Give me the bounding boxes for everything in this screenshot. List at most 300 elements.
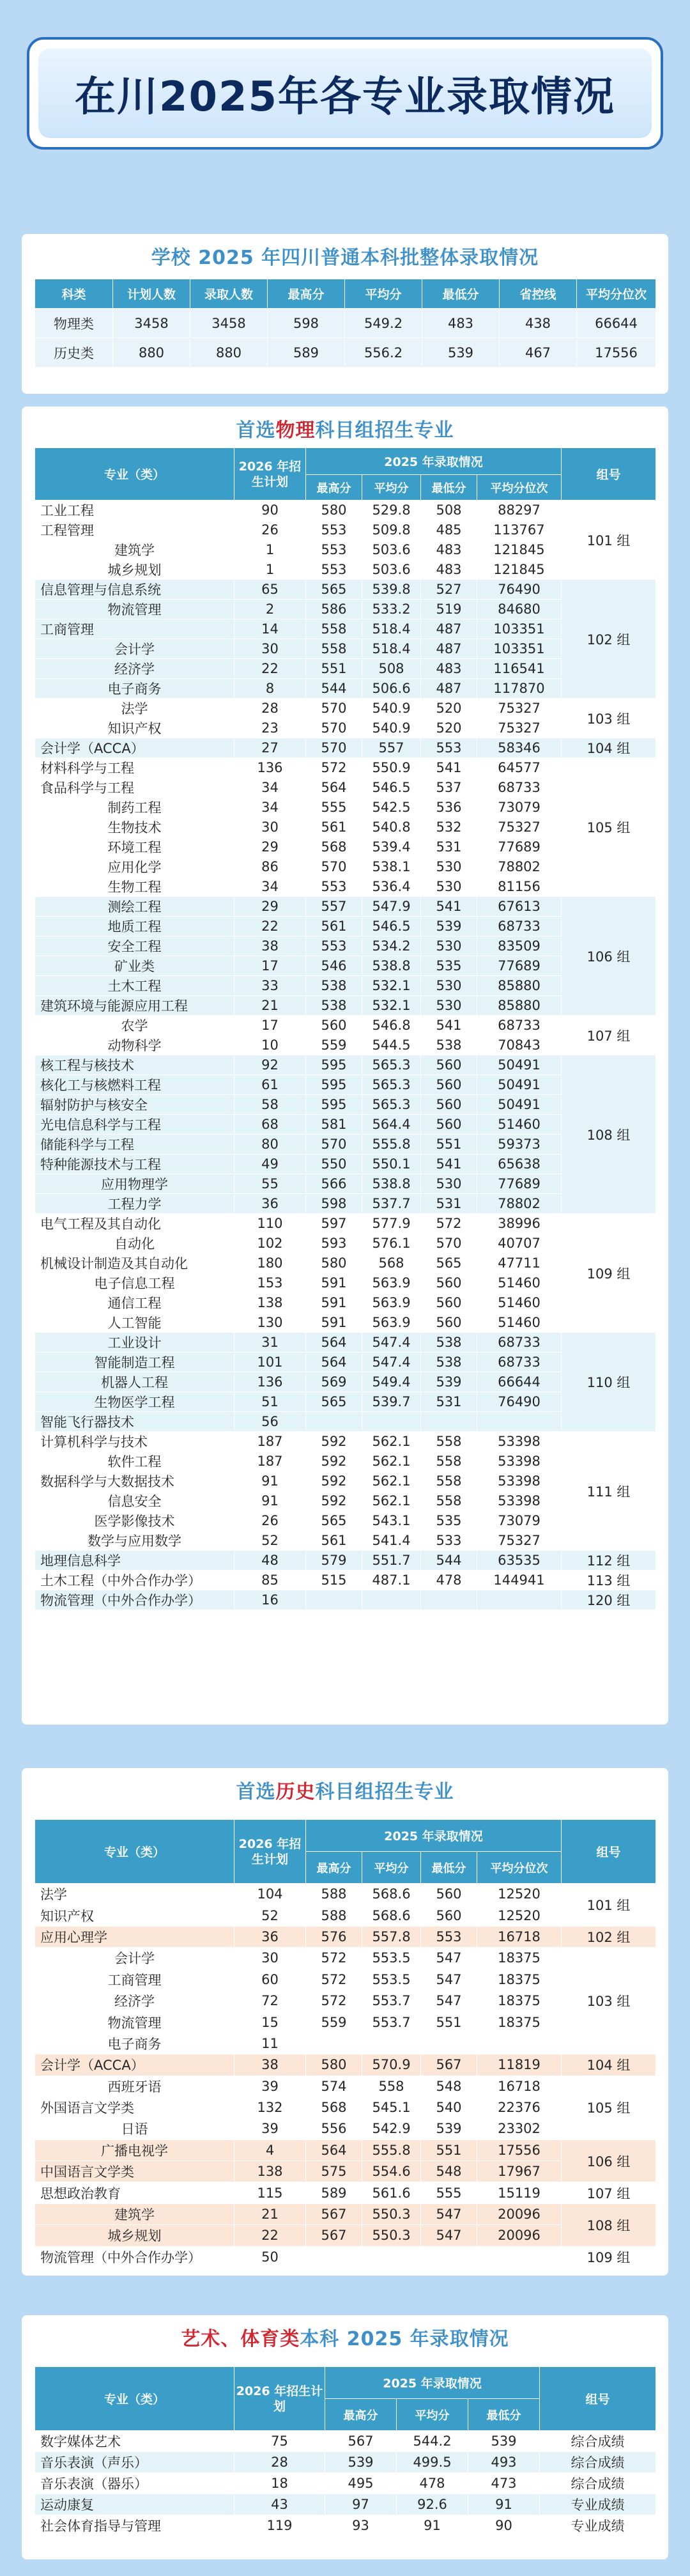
physics-value-cell: 75327 xyxy=(477,818,562,837)
physics-value-cell: 117870 xyxy=(477,679,562,699)
physics-value-cell: 65 xyxy=(234,580,306,600)
physics-value-cell: 73079 xyxy=(477,1511,562,1531)
physics-value-cell: 68733 xyxy=(477,1333,562,1353)
physics-value-cell: 21 xyxy=(234,996,306,1016)
physics-value-cell: 553 xyxy=(306,936,362,956)
physics-value-cell: 530 xyxy=(421,857,477,877)
summary-cell: 3458 xyxy=(190,309,268,338)
physics-value-cell: 531 xyxy=(421,1194,477,1214)
physics-value-cell: 136 xyxy=(234,1372,306,1392)
physics-head-rank: 平均分位次 xyxy=(477,475,562,500)
physics-value-cell: 49 xyxy=(234,1154,306,1174)
physics-value-cell: 568 xyxy=(362,1253,421,1273)
physics-value-cell: 26 xyxy=(234,1511,306,1531)
physics-value-cell: 34 xyxy=(234,778,306,798)
arts-section-title xyxy=(34,2320,656,2354)
history-value-cell: 30 xyxy=(234,1948,306,1969)
physics-table-row xyxy=(35,738,656,758)
arts-value-cell: 473 xyxy=(468,2473,540,2494)
summary-cell: 历史类 xyxy=(35,338,113,368)
physics-value-cell: 570 xyxy=(306,738,362,758)
physics-value-cell: 29 xyxy=(234,837,306,857)
physics-value-cell: 53398 xyxy=(477,1452,562,1471)
physics-value-cell: 565 xyxy=(306,1392,362,1412)
history-value-cell: 12520 xyxy=(477,1884,562,1905)
history-value-cell: 540 xyxy=(421,2097,477,2118)
summary-cell: 880 xyxy=(190,338,268,368)
physics-table-row xyxy=(35,500,656,520)
history-section xyxy=(22,1768,668,2276)
physics-value-cell: 538.1 xyxy=(362,857,421,877)
physics-value-cell: 527 xyxy=(421,580,477,600)
history-value-cell: 16718 xyxy=(477,2076,562,2097)
physics-value-cell: 533 xyxy=(421,1531,477,1551)
summary-row xyxy=(35,338,656,368)
physics-value-cell: 562.1 xyxy=(362,1432,421,1452)
physics-value-cell: 561 xyxy=(306,818,362,837)
physics-value-cell: 101 xyxy=(234,1353,306,1372)
physics-value-cell: 29 xyxy=(234,897,306,917)
physics-value-cell: 68733 xyxy=(477,778,562,798)
history-value-cell: 551 xyxy=(421,2139,477,2161)
physics-value-cell: 40707 xyxy=(477,1234,562,1253)
history-value-cell: 115 xyxy=(234,2182,306,2203)
physics-major-name: 法学 xyxy=(35,699,234,718)
physics-major-name: 通信工程 xyxy=(35,1293,234,1313)
physics-value-cell: 564 xyxy=(306,778,362,798)
physics-major-name: 机器人工程 xyxy=(35,1372,234,1392)
physics-head-stats: 2025 年录取情况 xyxy=(306,448,562,475)
physics-major-name: 土木工程 xyxy=(35,976,234,996)
physics-head-major: 专业（类） xyxy=(35,448,234,500)
overall-admission-title: 学校 2025 年四川普通本科批整体录取情况 xyxy=(151,247,539,269)
history-value-cell xyxy=(477,2246,562,2267)
physics-value-cell: 551 xyxy=(306,659,362,679)
physics-major-name: 电气工程及其自动化 xyxy=(35,1214,234,1234)
physics-value-cell: 532 xyxy=(421,818,477,837)
physics-value-cell: 555 xyxy=(306,798,362,818)
history-value-cell: 574 xyxy=(306,2076,362,2097)
physics-value-cell: 68 xyxy=(234,1115,306,1135)
physics-value-cell: 570 xyxy=(306,1135,362,1154)
history-major-name: 经济学 xyxy=(35,1990,234,2011)
physics-value-cell: 483 xyxy=(421,540,477,560)
physics-group-number: 112 组 xyxy=(562,1551,656,1571)
physics-value-cell: 577.9 xyxy=(362,1214,421,1234)
physics-value-cell: 562.1 xyxy=(362,1452,421,1471)
physics-major-name: 自动化 xyxy=(35,1234,234,1253)
physics-value-cell: 557 xyxy=(306,897,362,917)
physics-value-cell: 565.3 xyxy=(362,1055,421,1075)
physics-major-name: 光电信息科学与工程 xyxy=(35,1115,234,1135)
summary-header-cell: 省控线 xyxy=(500,279,577,309)
physics-value-cell: 560 xyxy=(421,1273,477,1293)
history-value-cell: 551 xyxy=(421,2012,477,2033)
physics-major-name: 工程力学 xyxy=(35,1194,234,1214)
history-value-cell xyxy=(421,2246,477,2267)
physics-value-cell: 540.9 xyxy=(362,699,421,718)
physics-value-cell: 591 xyxy=(306,1273,362,1293)
history-value-cell xyxy=(306,2246,362,2267)
history-value-cell: 555 xyxy=(421,2182,477,2203)
summary-cell: 880 xyxy=(113,338,190,368)
summary-cell: 438 xyxy=(500,309,577,338)
physics-major-name: 土木工程（中外合作办学） xyxy=(35,1571,234,1590)
physics-value-cell: 553 xyxy=(306,877,362,897)
physics-major-name: 人工智能 xyxy=(35,1313,234,1333)
history-value-cell: 542.9 xyxy=(362,2118,421,2139)
physics-value-cell: 48 xyxy=(234,1551,306,1571)
physics-major-name: 数据科学与大数据技术 xyxy=(35,1471,234,1491)
history-table-row xyxy=(35,2182,656,2203)
physics-value-cell: 84680 xyxy=(477,600,562,619)
physics-head-avg: 平均分 xyxy=(362,475,421,500)
physics-value-cell: 68733 xyxy=(477,1353,562,1372)
physics-value-cell: 30 xyxy=(234,818,306,837)
physics-value-cell: 539 xyxy=(421,917,477,936)
arts-head-stats: 2025 年录取情况 xyxy=(325,2367,540,2399)
physics-value-cell: 539 xyxy=(421,1372,477,1392)
history-value-cell: 557.8 xyxy=(362,1926,421,1947)
arts-table xyxy=(34,2366,656,2536)
physics-value-cell: 580 xyxy=(306,1253,362,1273)
physics-value-cell: 66644 xyxy=(477,1372,562,1392)
history-value-cell: 50 xyxy=(234,2246,306,2267)
physics-value-cell: 153 xyxy=(234,1273,306,1293)
physics-major-name: 地质工程 xyxy=(35,917,234,936)
history-major-name: 工商管理 xyxy=(35,1969,234,1990)
physics-table-row xyxy=(35,1214,656,1234)
arts-value-cell: 539 xyxy=(325,2452,397,2473)
physics-value-cell: 537.7 xyxy=(362,1194,421,1214)
physics-value-cell: 47711 xyxy=(477,1253,562,1273)
physics-major-name: 生物技术 xyxy=(35,818,234,837)
physics-value-cell: 560 xyxy=(421,1313,477,1333)
physics-value-cell: 14 xyxy=(234,619,306,639)
physics-value-cell: 508 xyxy=(421,500,477,520)
arts-head-max: 最高分 xyxy=(325,2399,397,2431)
arts-table-row xyxy=(35,2515,656,2536)
physics-value-cell: 565 xyxy=(421,1253,477,1273)
physics-major-name: 软件工程 xyxy=(35,1452,234,1471)
physics-value-cell: 546 xyxy=(306,956,362,976)
arts-value-cell: 综合成绩 xyxy=(540,2473,656,2494)
arts-value-cell: 493 xyxy=(468,2452,540,2473)
history-value-cell: 11819 xyxy=(477,2054,562,2076)
physics-title-pre: 首选 xyxy=(236,419,276,442)
arts-table-row xyxy=(35,2473,656,2494)
physics-value-cell: 539.7 xyxy=(362,1392,421,1412)
physics-table-row xyxy=(35,897,656,917)
history-value-cell: 547 xyxy=(421,1990,477,2011)
physics-value-cell: 530 xyxy=(421,1174,477,1194)
physics-value-cell: 485 xyxy=(421,520,477,540)
physics-value-cell: 515 xyxy=(306,1571,362,1590)
arts-value-cell: 91 xyxy=(468,2494,540,2515)
physics-value-cell: 530 xyxy=(421,936,477,956)
summary-cell: 549.2 xyxy=(345,309,422,338)
physics-table-row xyxy=(35,580,656,600)
physics-major-name: 物流管理（中外合作办学） xyxy=(35,1590,234,1610)
physics-major-name: 核工程与核技术 xyxy=(35,1055,234,1075)
physics-major-name: 医学影像技术 xyxy=(35,1511,234,1531)
physics-table-row xyxy=(35,1016,656,1036)
physics-table-row xyxy=(35,1551,656,1571)
physics-value-cell: 187 xyxy=(234,1452,306,1471)
summary-cell: 556.2 xyxy=(345,338,422,368)
title-banner-inner xyxy=(38,49,652,138)
physics-value-cell: 572 xyxy=(421,1214,477,1234)
physics-value-cell: 530 xyxy=(421,996,477,1016)
history-value-cell: 550.3 xyxy=(362,2225,421,2246)
history-table-row xyxy=(35,2054,656,2076)
physics-value-cell: 598 xyxy=(306,1194,362,1214)
physics-value-cell: 550 xyxy=(306,1154,362,1174)
physics-major-name: 工商管理 xyxy=(35,619,234,639)
physics-value-cell: 562.1 xyxy=(362,1491,421,1511)
history-value-cell: 580 xyxy=(306,2054,362,2076)
physics-head-group: 组号 xyxy=(562,448,656,500)
physics-value-cell: 519 xyxy=(421,600,477,619)
physics-value-cell: 533.2 xyxy=(362,600,421,619)
physics-value-cell xyxy=(306,1412,362,1432)
physics-value-cell: 570 xyxy=(306,699,362,718)
history-value-cell: 52 xyxy=(234,1905,306,1926)
physics-value-cell: 541 xyxy=(421,1154,477,1174)
physics-major-name: 特种能源技术与工程 xyxy=(35,1154,234,1174)
physics-major-name: 生物工程 xyxy=(35,877,234,897)
physics-group-number: 108 组 xyxy=(562,1055,656,1214)
physics-group-number: 103 组 xyxy=(562,699,656,738)
physics-value-cell: 136 xyxy=(234,758,306,778)
physics-major-name: 知识产权 xyxy=(35,718,234,738)
history-major-name: 日语 xyxy=(35,2118,234,2139)
arts-value-cell: 478 xyxy=(397,2473,468,2494)
physics-value-cell: 581 xyxy=(306,1115,362,1135)
physics-major-name: 工程管理 xyxy=(35,520,234,540)
summary-cell: 物理类 xyxy=(35,309,113,338)
physics-value-cell: 78802 xyxy=(477,857,562,877)
physics-value-cell: 113767 xyxy=(477,520,562,540)
history-table-row xyxy=(35,1926,656,1947)
physics-value-cell: 53398 xyxy=(477,1432,562,1452)
physics-value-cell: 30 xyxy=(234,639,306,659)
history-major-name: 法学 xyxy=(35,1884,234,1905)
physics-value-cell xyxy=(477,1412,562,1432)
summary-cell: 483 xyxy=(422,309,500,338)
physics-major-name: 数学与应用数学 xyxy=(35,1531,234,1551)
physics-value-cell: 23 xyxy=(234,718,306,738)
history-table-row xyxy=(35,2203,656,2224)
history-major-name: 应用心理学 xyxy=(35,1926,234,1947)
history-value-cell: 548 xyxy=(421,2076,477,2097)
physics-value-cell: 538 xyxy=(306,976,362,996)
summary-header-cell: 录取人数 xyxy=(190,279,268,309)
physics-major-name: 智能飞行器技术 xyxy=(35,1412,234,1432)
physics-major-name: 建筑环境与能源应用工程 xyxy=(35,996,234,1016)
arts-head-avg: 平均分 xyxy=(397,2399,468,2431)
physics-value-cell: 180 xyxy=(234,1253,306,1273)
history-value-cell: 17967 xyxy=(477,2161,562,2182)
history-group-number: 109 组 xyxy=(562,2246,656,2267)
arts-value-cell: 综合成绩 xyxy=(540,2452,656,2473)
physics-major-name: 电子信息工程 xyxy=(35,1273,234,1293)
history-value-cell: 547 xyxy=(421,2225,477,2246)
physics-value-cell: 558 xyxy=(421,1452,477,1471)
history-title-post: 科目组招生专业 xyxy=(315,1781,454,1803)
physics-value-cell: 63535 xyxy=(477,1551,562,1571)
physics-value-cell: 487 xyxy=(421,679,477,699)
summary-header-cell: 最高分 xyxy=(268,279,345,309)
history-value-cell: 20096 xyxy=(477,2225,562,2246)
physics-value-cell: 16 xyxy=(234,1590,306,1610)
history-major-name: 物流管理（中外合作办学） xyxy=(35,2246,234,2267)
arts-value-cell: 91 xyxy=(397,2515,468,2536)
physics-value-cell: 576.1 xyxy=(362,1234,421,1253)
physics-value-cell: 85880 xyxy=(477,996,562,1016)
physics-table-row xyxy=(35,1055,656,1075)
history-group-number: 107 组 xyxy=(562,2182,656,2203)
physics-table-row xyxy=(35,758,656,778)
history-value-cell: 572 xyxy=(306,1990,362,2011)
physics-major-name: 材料科学与工程 xyxy=(35,758,234,778)
physics-value-cell: 551.7 xyxy=(362,1551,421,1571)
title-banner xyxy=(27,37,663,150)
physics-major-name: 应用物理学 xyxy=(35,1174,234,1194)
physics-value-cell: 562.1 xyxy=(362,1471,421,1491)
physics-value-cell: 51460 xyxy=(477,1115,562,1135)
summary-cell: 467 xyxy=(500,338,577,368)
physics-value-cell: 58 xyxy=(234,1095,306,1115)
physics-value-cell: 90 xyxy=(234,500,306,520)
history-value-cell: 558 xyxy=(362,2076,421,2097)
physics-group-number: 120 组 xyxy=(562,1590,656,1610)
physics-value-cell: 520 xyxy=(421,699,477,718)
physics-value-cell: 540.8 xyxy=(362,818,421,837)
physics-value-cell: 559 xyxy=(306,1036,362,1055)
physics-value-cell: 81156 xyxy=(477,877,562,897)
physics-value-cell: 543.1 xyxy=(362,1511,421,1531)
arts-table-row xyxy=(35,2431,656,2452)
physics-major-name: 城乡规划 xyxy=(35,560,234,580)
arts-value-cell: 544.2 xyxy=(397,2431,468,2452)
physics-value-cell: 560 xyxy=(421,1075,477,1095)
history-value-cell: 567 xyxy=(421,2054,477,2076)
summary-header-cell: 最低分 xyxy=(422,279,500,309)
physics-value-cell: 553 xyxy=(421,738,477,758)
physics-value-cell: 85 xyxy=(234,1571,306,1590)
physics-group-number: 110 组 xyxy=(562,1333,656,1432)
history-value-cell: 568.6 xyxy=(362,1884,421,1905)
summary-header-cell: 平均分 xyxy=(345,279,422,309)
physics-major-name: 辐射防护与核安全 xyxy=(35,1095,234,1115)
history-major-name: 城乡规划 xyxy=(35,2225,234,2246)
physics-value-cell: 27 xyxy=(234,738,306,758)
physics-value-cell: 17 xyxy=(234,1016,306,1036)
physics-value-cell: 538 xyxy=(306,996,362,1016)
physics-value-cell: 487 xyxy=(421,619,477,639)
physics-value-cell: 68733 xyxy=(477,1016,562,1036)
physics-value-cell: 534.2 xyxy=(362,936,421,956)
history-value-cell: 138 xyxy=(234,2161,306,2182)
history-value-cell: 553.7 xyxy=(362,2012,421,2033)
history-major-name: 知识产权 xyxy=(35,1905,234,1926)
arts-value-cell: 18 xyxy=(234,2473,325,2494)
physics-value-cell: 483 xyxy=(421,659,477,679)
physics-value-cell: 547.9 xyxy=(362,897,421,917)
history-value-cell: 18375 xyxy=(477,2012,562,2033)
physics-value-cell: 483 xyxy=(421,560,477,580)
history-head-plan: 2026 年招生计划 xyxy=(234,1820,306,1884)
history-head-min: 最低分 xyxy=(421,1852,477,1884)
history-value-cell: 567 xyxy=(306,2225,362,2246)
physics-value-cell: 28 xyxy=(234,699,306,718)
physics-value-cell: 520 xyxy=(421,718,477,738)
physics-value-cell: 116541 xyxy=(477,659,562,679)
physics-value-cell: 564 xyxy=(306,1333,362,1353)
physics-table xyxy=(34,447,656,1610)
physics-group-number: 104 组 xyxy=(562,738,656,758)
physics-value-cell: 565 xyxy=(306,580,362,600)
physics-value-cell: 138 xyxy=(234,1293,306,1313)
arts-value-cell: 92.6 xyxy=(397,2494,468,2515)
physics-value-cell: 478 xyxy=(421,1571,477,1590)
physics-group-number: 102 组 xyxy=(562,580,656,699)
physics-value-cell: 546.5 xyxy=(362,917,421,936)
history-major-name: 西班牙语 xyxy=(35,2076,234,2097)
history-head-max: 最高分 xyxy=(306,1852,362,1884)
physics-major-name: 工业设计 xyxy=(35,1333,234,1353)
history-head-rank: 平均分位次 xyxy=(477,1852,562,1884)
history-value-cell: 560 xyxy=(421,1905,477,1926)
history-value-cell: 564 xyxy=(306,2139,362,2161)
physics-value-cell: 561 xyxy=(306,917,362,936)
history-value-cell: 567 xyxy=(306,2203,362,2224)
physics-value-cell: 8 xyxy=(234,679,306,699)
arts-value-cell: 43 xyxy=(234,2494,325,2515)
summary-header-cell: 平均分位次 xyxy=(577,279,656,309)
physics-value-cell: 538.8 xyxy=(362,1174,421,1194)
history-group-number: 104 组 xyxy=(562,2054,656,2076)
physics-value-cell: 595 xyxy=(306,1075,362,1095)
physics-value-cell: 530 xyxy=(421,976,477,996)
history-major-name: 思想政治教育 xyxy=(35,2182,234,2203)
history-value-cell: 547 xyxy=(421,2203,477,2224)
history-value-cell: 539 xyxy=(421,2118,477,2139)
physics-value-cell xyxy=(421,1590,477,1610)
history-value-cell: 21 xyxy=(234,2203,306,2224)
summary-header-cell: 计划人数 xyxy=(113,279,190,309)
arts-value-cell: 综合成绩 xyxy=(540,2431,656,2452)
physics-value-cell: 570 xyxy=(306,718,362,738)
history-major-name: 中国语言文学类 xyxy=(35,2161,234,2182)
physics-value-cell: 2 xyxy=(234,600,306,619)
physics-group-number: 106 组 xyxy=(562,897,656,1016)
physics-value-cell: 86 xyxy=(234,857,306,877)
arts-value-cell: 93 xyxy=(325,2515,397,2536)
physics-major-name: 食品科学与工程 xyxy=(35,778,234,798)
physics-value-cell: 530 xyxy=(421,877,477,897)
physics-value-cell: 518.4 xyxy=(362,619,421,639)
physics-value-cell: 564.4 xyxy=(362,1115,421,1135)
physics-value-cell: 561 xyxy=(306,1531,362,1551)
physics-value-cell: 531 xyxy=(421,1392,477,1412)
physics-value-cell: 58346 xyxy=(477,738,562,758)
history-group-number: 106 组 xyxy=(562,2139,656,2182)
history-value-cell: 559 xyxy=(306,2012,362,2033)
physics-value-cell: 547.4 xyxy=(362,1333,421,1353)
physics-group-number: 105 组 xyxy=(562,758,656,897)
